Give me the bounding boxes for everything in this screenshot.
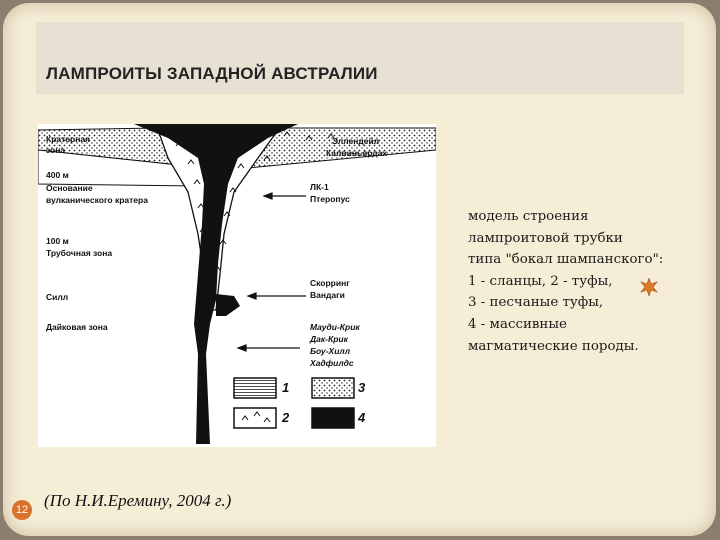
- legend-1: 1: [282, 380, 290, 395]
- caption-line: типа "бокал шампанского":: [468, 252, 664, 268]
- slide-title: ЛАМПРОИТЫ ЗАПАДНОЙ АВСТРАЛИИ: [46, 64, 378, 83]
- label-crater-base-2: вулканического кратера: [46, 195, 148, 205]
- page-number-badge: 12: [12, 500, 32, 520]
- label-crater-zone-1: Кратерная: [46, 134, 91, 144]
- label-bow-hill: Боу-Хилл: [310, 346, 350, 356]
- caption-line: модель строения: [468, 209, 589, 224]
- label-maudi-creek: Мауди-Крик: [310, 322, 360, 332]
- caption-line: лампроитовой трубки: [468, 230, 623, 246]
- legend-swatch-sandy-tuff: [312, 378, 354, 398]
- label-ellendale: Эллендейл: [332, 136, 380, 146]
- caption-line: 1 - сланцы, 2 - туфы,: [468, 273, 613, 289]
- legend: [234, 378, 366, 428]
- lamproite-pipe-diagram: [38, 124, 436, 447]
- legend-3: 3: [358, 380, 366, 395]
- label-pteropus: Птеропус: [310, 194, 350, 204]
- label-kalvinyardah: Калвиньярдах: [326, 148, 388, 158]
- legend-swatch-massive: [312, 408, 354, 428]
- legend-swatch-schist: [234, 378, 276, 398]
- orange-star-burst-icon: [640, 278, 658, 296]
- caption: [468, 206, 698, 357]
- label-crater-base-1: Основание: [46, 183, 93, 193]
- source-credit: (По Н.И.Еремину, 2004 г.): [44, 491, 232, 510]
- locality-arrows: [238, 193, 306, 351]
- sill-blob: [216, 294, 240, 316]
- label-scorring: Скорринг: [310, 278, 350, 288]
- legend-2: 2: [282, 410, 290, 425]
- label-dike-zone: Дайковая зона: [46, 322, 108, 332]
- label-sill: Силл: [46, 292, 69, 302]
- label-lk1: ЛК-1: [310, 182, 329, 192]
- label-100m: 100 м: [46, 236, 69, 246]
- label-pipe-zone: Трубочная зона: [46, 248, 113, 258]
- label-hadfields: Хадфилдс: [310, 358, 354, 368]
- caption-line: магматические породы.: [468, 338, 639, 354]
- label-crater-zone-2: зона: [46, 145, 66, 155]
- label-vandagi: Вандаги: [310, 290, 345, 300]
- caption-line: 3 - песчаные туфы,: [468, 295, 604, 311]
- legend-swatch-tuff: [234, 408, 276, 428]
- caption-line: 4 - массивные: [468, 316, 567, 332]
- legend-4: 4: [358, 410, 366, 425]
- label-400m: 400 м: [46, 170, 69, 180]
- label-duck-creek: Дак-Крик: [310, 334, 348, 344]
